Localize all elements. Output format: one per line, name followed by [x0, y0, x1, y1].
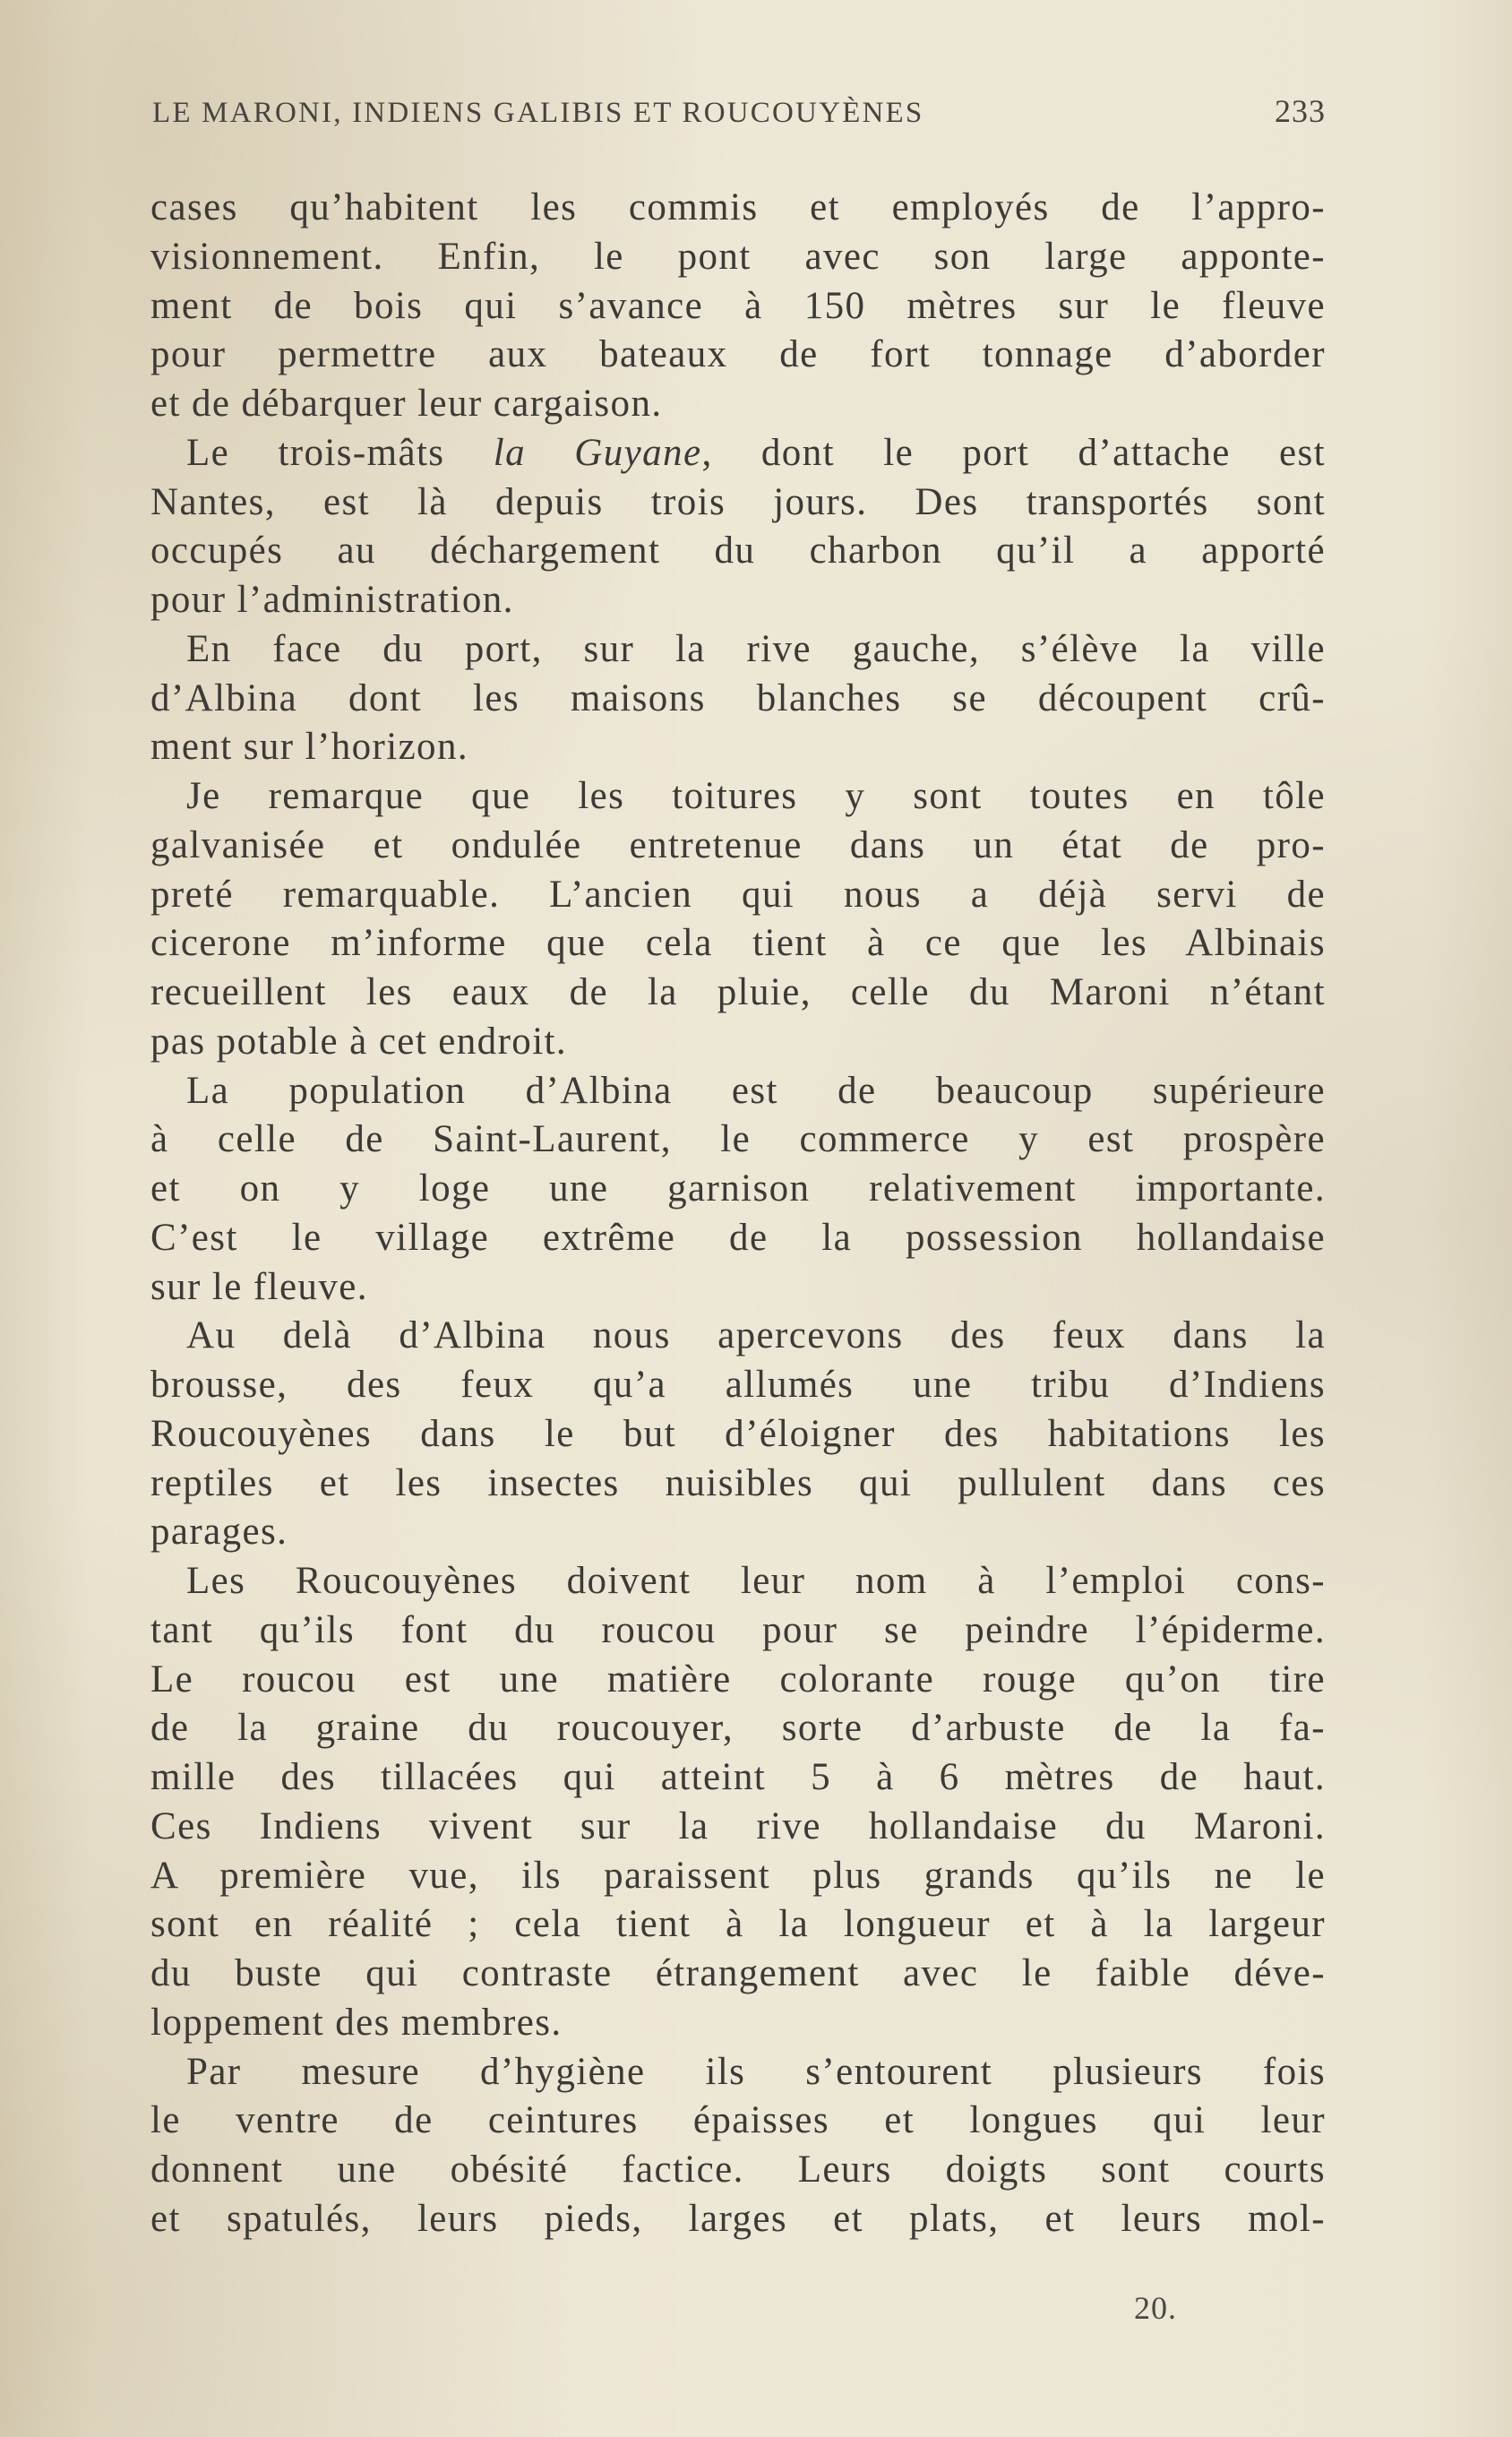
text-segment: Le trois-mâts — [186, 431, 494, 474]
text-line: La population d’Albina est de beaucoup supérieure — [186, 1069, 1326, 1112]
page-number: 233 — [1275, 93, 1326, 129]
text-line: recueillent les eaux de la pluie, celle du Maroni n’étant — [150, 971, 1326, 1013]
text-line: preté remarquable. L’ancien qui nous a déjà servi de — [150, 873, 1326, 916]
text-line: d’Albina dont les maisons blanches se découpent crû- — [150, 676, 1326, 719]
text-line: occupés au déchargement du charbon qu’il a apporté — [150, 530, 1326, 573]
text-line: A première vue, ils paraissent plus grands qu’ils ne le — [150, 1854, 1326, 1897]
text-line: Je remarque que les toitures y sont toutes en tôle — [186, 775, 1326, 817]
text-line: Au delà d’Albina nous apercevons des feux dans la — [186, 1314, 1326, 1357]
text-line: cases qu’habitent les commis et employés de l’appro- — [150, 186, 1326, 228]
body-text — [150, 184, 1326, 2244]
text-line: pour l’administration. — [150, 579, 514, 621]
text-line: mille des tillacées qui atteint 5 à 6 mètres de haut. — [150, 1756, 1326, 1798]
running-head — [152, 92, 1326, 137]
text-line: de la graine du roucouyer, sorte d’arbuste de la fa- — [150, 1707, 1326, 1750]
signature-mark: 20. — [1134, 2290, 1177, 2326]
text-line: Ces Indiens vivent sur la rive hollandaise du Maroni. — [150, 1804, 1326, 1847]
text-line: parages. — [150, 1511, 288, 1554]
text-line: En face du port, sur la rive gauche, s’élève la ville — [186, 627, 1326, 670]
text-line: sur le fleuve. — [150, 1265, 368, 1308]
text-line: ment de bois qui s’avance à 150 mètres sur le fleuve — [150, 284, 1326, 327]
text-line: Le roucou est une matière colorante rouge qu’on tire — [150, 1658, 1326, 1701]
text-line: ment sur l’horizon. — [150, 726, 468, 769]
text-line: brousse, des feux qu’a allumés une tribu d’Indiens — [150, 1364, 1326, 1406]
text-line: le ventre de ceintures épaisses et longues qui leur — [150, 2099, 1326, 2142]
text-line: galvanisée et ondulée entretenue dans un état de pro- — [150, 823, 1326, 866]
text-line: pas potable à cet endroit. — [150, 1020, 568, 1063]
text-line: pour permettre aux bateaux de fort tonnage d’aborder — [150, 333, 1326, 376]
text-line: à celle de Saint-Laurent, le commerce y est prospère — [150, 1118, 1326, 1161]
text-line: Par mesure d’hygiène ils s’entourent plusieurs fois — [186, 2050, 1326, 2093]
text-line: loppement des membres. — [150, 2001, 563, 2044]
text-line: Les Roucouyènes doivent leur nom à l’emploi cons- — [186, 1560, 1326, 1602]
text-line: sont en réalité ; cela tient à la longueur et à la largeur — [150, 1903, 1326, 1946]
text-line: Roucouyènes dans le but d’éloigner des habitations les — [150, 1412, 1326, 1455]
text-segment: , dont le port d’attache est — [701, 431, 1326, 474]
ship-name: la Guyane — [493, 431, 702, 474]
text-line: et de débarquer leur cargaison. — [150, 383, 663, 425]
text-line: C’est le village extrême de la possession hollandaise — [150, 1216, 1326, 1259]
text-line: cicerone m’informe que cela tient à ce que les Albinais — [150, 922, 1326, 965]
text-line: du buste qui contraste étrangement avec le faible déve- — [150, 1952, 1326, 1994]
text-line: reptiles et les insectes nuisibles qui pullulent dans ces — [150, 1461, 1326, 1504]
running-title: LE MARONI, INDIENS GALIBIS ET ROUCOUYÈNES — [152, 97, 924, 129]
text-line: Nantes, est là depuis trois jours. Des transportés sont — [150, 480, 1326, 523]
text-line: donnent une obésité factice. Leurs doigts sont courts — [150, 2149, 1326, 2191]
text-line: et spatulés, leurs pieds, larges et plats, et leurs mol- — [150, 2197, 1326, 2240]
text-line — [150, 429, 1326, 478]
text-line: tant qu’ils font du roucou pour se peindre l’épiderme. — [150, 1608, 1326, 1651]
text-line: visionnement. Enfin, le pont avec son large apponte- — [150, 235, 1326, 278]
text-line: et on y loge une garnison relativement importante. — [150, 1167, 1326, 1210]
